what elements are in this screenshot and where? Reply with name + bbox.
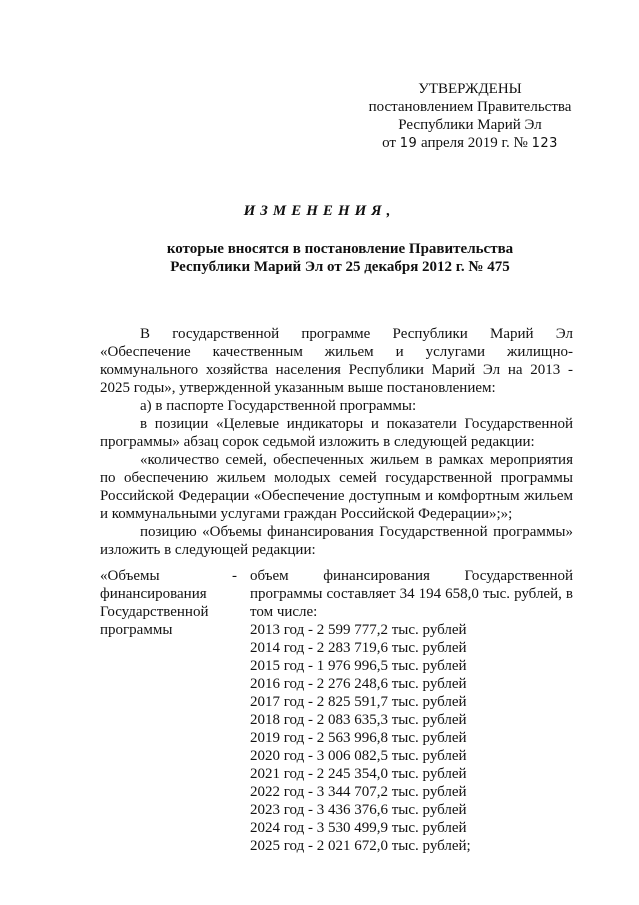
approval-line-2: Республики Марий Эл	[398, 117, 542, 133]
subtitle-line-1: которые вносятся в постановление Правительства	[166, 241, 514, 257]
financing-year-row: 2016 год - 2 276 248,6 тыс. рублей	[250, 676, 467, 692]
financing-year-row: 2022 год - 3 344 707,2 тыс. рублей	[250, 784, 467, 800]
approval-date-prefix: от	[382, 135, 396, 151]
approval-line-1: постановлением Правительства	[368, 99, 572, 115]
financing-year-row: 2020 год - 3 006 082,5 тыс. рублей	[250, 748, 467, 764]
document-title: ИЗМЕНЕНИЯ,	[243, 203, 396, 219]
financing-year-row: 2014 год - 2 283 719,6 тыс. рублей	[250, 640, 467, 656]
body-text	[100, 325, 573, 559]
paragraph: в позиции «Целевые индикаторы и показатели Государственной программы» абзац сорок седьмой изложить в следующей редакции:	[100, 416, 573, 450]
paragraph: «количество семей, обеспеченных жильем в рамках мероприятия по обеспечению жильем молодых семей государственной программы Российской Федерации «Обеспечение доступным и комфортным жильем и коммунальными услугами граждан Российской Федерации»;»;	[100, 452, 573, 522]
financing-label-line: «Объемы	[100, 568, 160, 584]
financing-year-row: 2015 год - 1 976 996,5 тыс. рублей	[250, 658, 467, 674]
financing-year-row: 2024 год - 3 530 499,9 тыс. рублей	[250, 820, 467, 836]
approval-date-line	[360, 134, 580, 153]
financing-year-row: 2013 год - 2 599 777,2 тыс. рублей	[250, 622, 467, 638]
financing-label-line: финансирования	[100, 586, 207, 602]
approval-date-day: 19	[399, 136, 418, 151]
approval-number: 123	[531, 136, 558, 151]
financing-label-line: Государственной	[100, 604, 209, 620]
financing-year-row: 2023 год - 3 436 376,6 тыс. рублей	[250, 802, 467, 818]
financing-year-row: 2019 год - 2 563 996,8 тыс. рублей	[250, 730, 467, 746]
financing-year-row: 2021 год - 2 245 354,0 тыс. рублей	[250, 766, 467, 782]
financing-label-line: программы	[100, 622, 173, 638]
financing-dash: -	[232, 568, 237, 584]
approval-block	[360, 80, 580, 153]
paragraph: В государственной программе Республики Марий Эл «Обеспечение качественным жильем и услугами жилищно-коммунального хозяйства населения Республики Марий Эл на 2013 - 2025 годы», утвержденной указанным выше постановлением:	[100, 326, 573, 396]
financing-year-row: 2018 год - 2 083 635,3 тыс. рублей	[250, 712, 467, 728]
financing-year-row: 2017 год - 2 825 591,7 тыс. рублей	[250, 694, 467, 710]
document-subtitle	[100, 240, 580, 276]
subtitle-line-2: Республики Марий Эл от 25 декабря 2012 г. № 475	[170, 259, 510, 275]
approval-heading: УТВЕРЖДЕНЫ	[418, 81, 522, 97]
paragraph: позицию «Объемы финансирования Государственной программы» изложить в следующей редакции:	[100, 524, 573, 558]
financing-intro: объем финансирования Государственной программы составляет 34 194 658,0 тыс. рублей, в том числе:	[250, 568, 573, 620]
approval-date-rest: апреля 2019 г. №	[421, 135, 528, 151]
financing-content	[250, 567, 573, 855]
financing-year-row: 2025 год - 2 021 672,0 тыс. рублей;	[250, 838, 471, 854]
paragraph: а) в паспорте Государственной программы:	[140, 398, 417, 414]
financing-label	[100, 567, 230, 639]
